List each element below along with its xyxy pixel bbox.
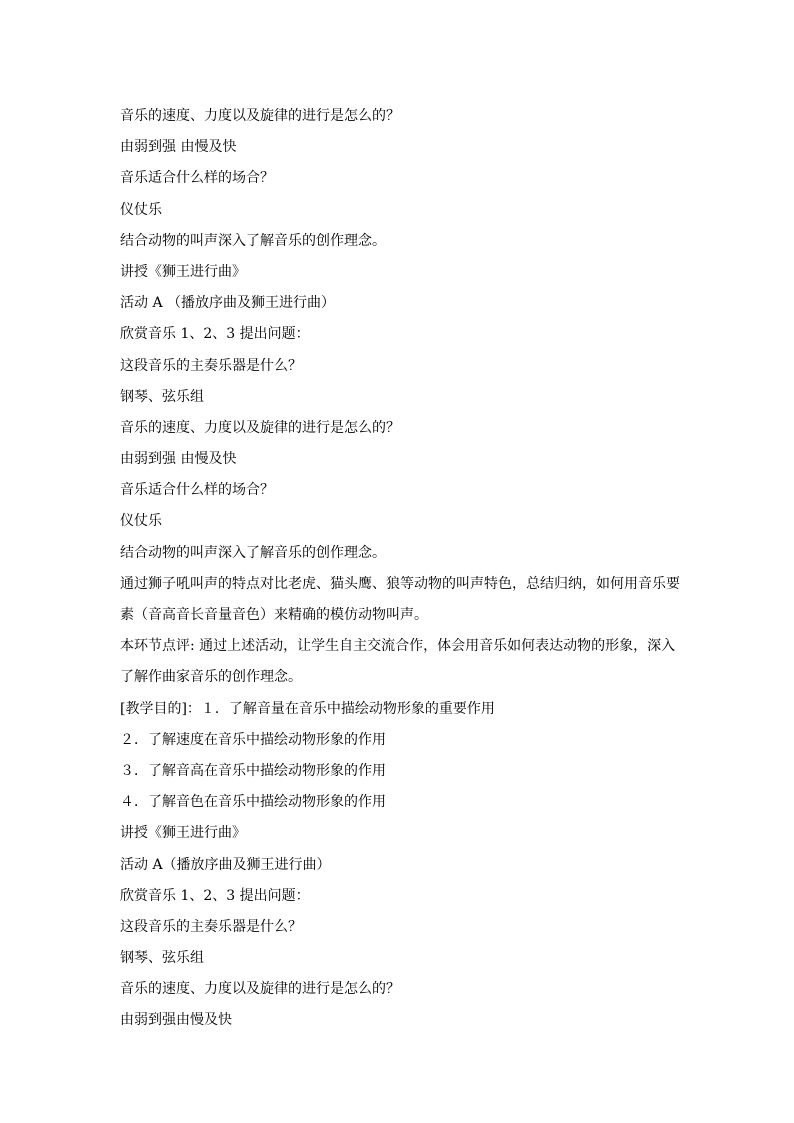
listening-prompt: 欣赏音乐 1、2、3 提出问题： xyxy=(120,887,310,904)
answer-ceremonial: 仪仗乐 xyxy=(120,513,162,530)
lecture-title: 讲授《狮王进行曲》 xyxy=(120,263,246,280)
concept-animal-sounds: 结合动物的叫声深入了解音乐的创作理念。 xyxy=(120,232,386,249)
question-tempo-dynamics: 音乐的速度、力度以及旋律的进行是怎么的？ xyxy=(120,419,400,436)
answer-instrument: 钢琴、弦乐组 xyxy=(120,950,204,967)
lecture-title: 讲授《狮王进行曲》 xyxy=(120,825,246,842)
teaching-objective-2: ２．了解速度在音乐中描绘动物形象的作用 xyxy=(120,731,386,748)
teaching-objective-4: ４．了解音色在音乐中描绘动物形象的作用 xyxy=(120,794,386,811)
answer-crescendo: 由弱到强 由慢及快 xyxy=(120,139,237,156)
answer-crescendo: 由弱到强 由慢及快 xyxy=(120,451,237,468)
teaching-objective-1: [教学目的]：１．了解音量在音乐中描绘动物形象的重要作用 xyxy=(120,700,495,717)
question-instrument: 这段音乐的主奏乐器是什么？ xyxy=(120,918,302,935)
listening-prompt: 欣赏音乐 1、2、3 提出问题： xyxy=(120,326,310,343)
question-occasion: 音乐适合什么样的场合？ xyxy=(120,482,274,499)
question-tempo-dynamics: 音乐的速度、力度以及旋律的进行是怎么的？ xyxy=(120,981,400,998)
answer-ceremonial: 仪仗乐 xyxy=(120,201,162,218)
teaching-objective-3: ３．了解音高在音乐中描绘动物形象的作用 xyxy=(120,762,386,779)
paragraph-comparison-line1: 通过狮子吼叫声的特点对比老虎、猫头鹰、狼等动物的叫声特色，总结归纳，如何用音乐要 xyxy=(120,575,680,592)
document-body xyxy=(120,101,680,1037)
question-occasion: 音乐适合什么样的场合？ xyxy=(120,170,274,187)
question-instrument: 这段音乐的主奏乐器是什么？ xyxy=(120,357,302,374)
answer-instrument: 钢琴、弦乐组 xyxy=(120,388,204,405)
concept-animal-sounds: 结合动物的叫声深入了解音乐的创作理念。 xyxy=(120,544,386,561)
commentary-line2: 了解作曲家音乐的创作理念。 xyxy=(120,669,302,686)
paragraph-comparison-line2: 素（音高音长音量音色）来精确的模仿动物叫声。 xyxy=(120,607,428,623)
activity-a: 活动 A （播放序曲及狮王进行曲） xyxy=(120,295,336,312)
commentary-line1: 本环节点评: 通过上述活动，让学生自主交流合作，体会用音乐如何表达动物的形象，深入 xyxy=(120,638,676,655)
answer-crescendo: 由弱到强由慢及快 xyxy=(120,1012,232,1029)
activity-a: 活动 A（播放序曲及狮王进行曲） xyxy=(120,856,331,873)
question-tempo-dynamics: 音乐的速度、力度以及旋律的进行是怎么的？ xyxy=(120,108,400,124)
